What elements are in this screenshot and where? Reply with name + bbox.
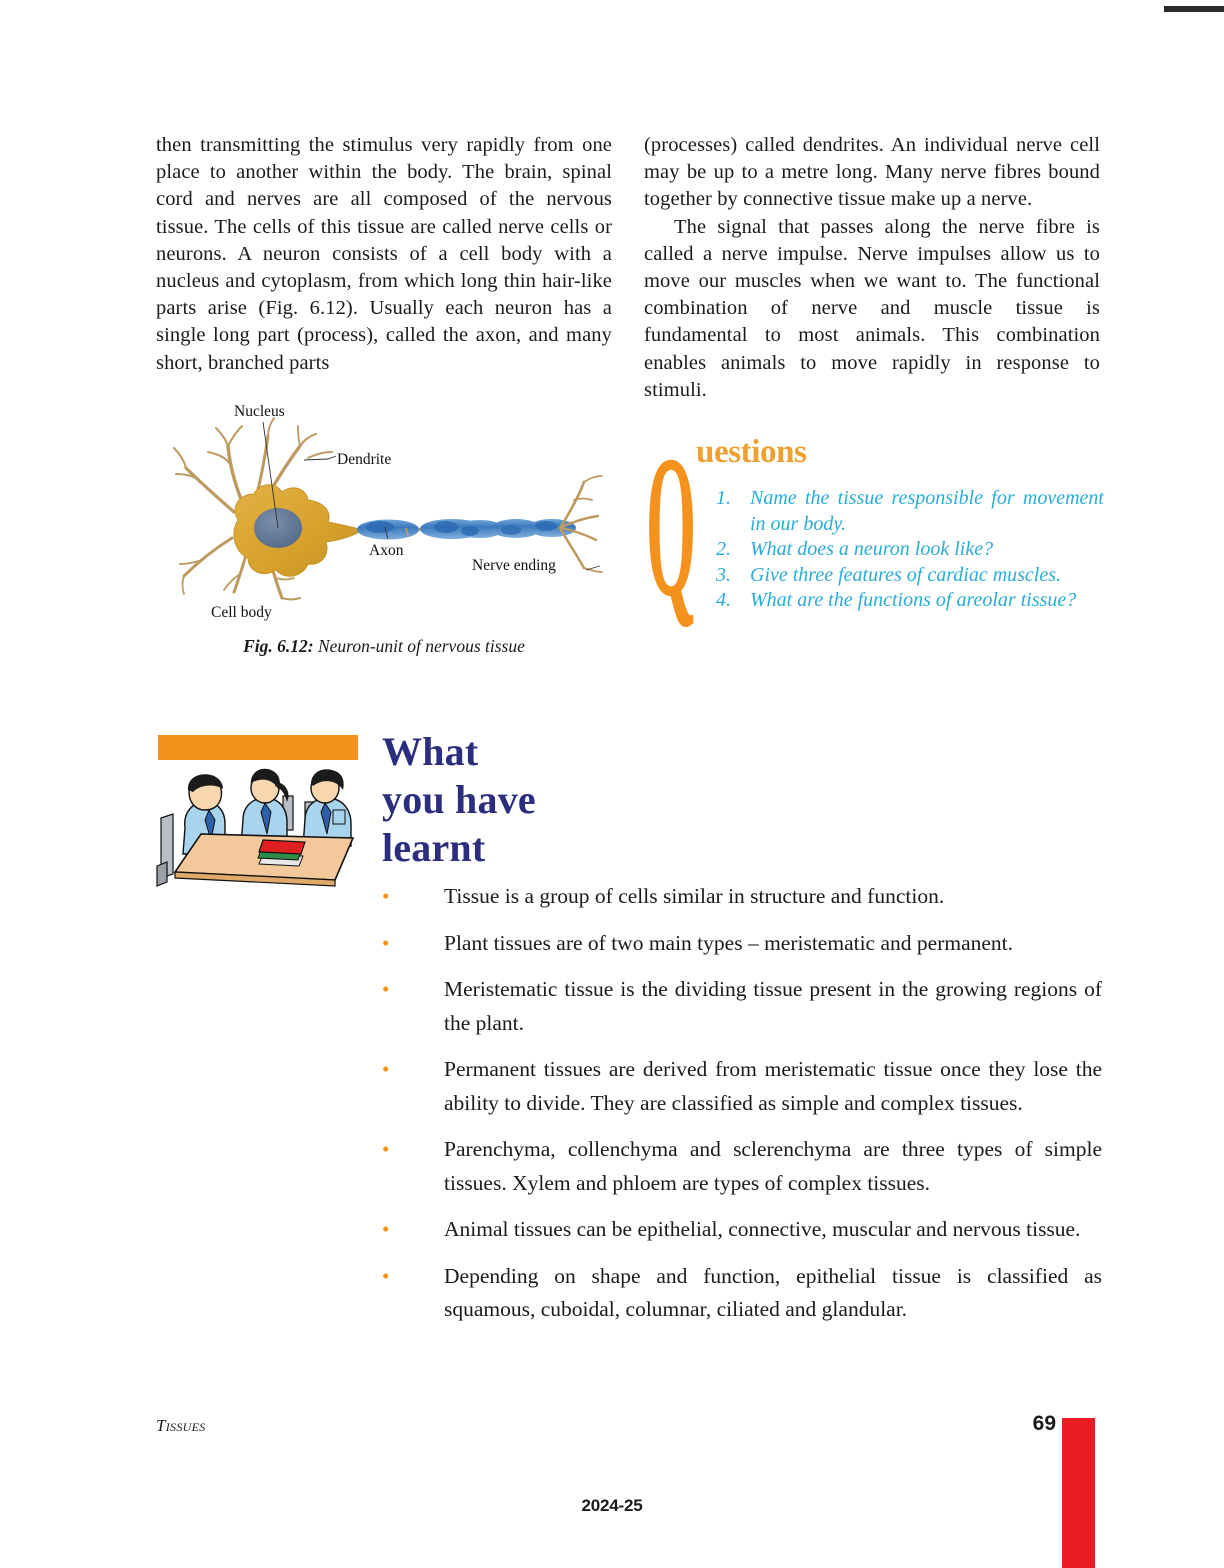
- question-item: [716, 486, 1104, 537]
- footer-red-bar: [1062, 1418, 1095, 1568]
- learnt-heading-line-2: you have: [382, 777, 536, 822]
- list-item-text: Permanent tissues are derived from meristematic tissue once they lose the ability to divide. They are classified as simple and complex tissues.: [444, 1057, 1102, 1115]
- bullet-icon: •: [382, 884, 390, 908]
- bullet-icon: •: [382, 1217, 390, 1241]
- left-text-column: [156, 132, 612, 377]
- question-number: 3.: [716, 563, 731, 586]
- question-item: [716, 537, 1104, 563]
- label-nerve-ending: Nerve ending: [472, 557, 556, 574]
- figure-caption-text: Neuron-unit of nervous tissue: [313, 636, 525, 656]
- learnt-heading-line-1: What: [382, 729, 479, 774]
- list-item-text: Parenchyma, collenchyma and sclerenchyma are three types of simple tissues. Xylem and phloem are types of complex tissues.: [444, 1137, 1102, 1195]
- question-text: Name the tissue responsible for movement in our body.: [750, 487, 1104, 535]
- list-item-text: Tissue is a group of cells similar in structure and function.: [444, 884, 945, 908]
- list-item: [378, 1213, 1102, 1247]
- neuron-diagram: [156, 402, 612, 624]
- right-text-column: [644, 132, 1100, 404]
- list-item-text: Plant tissues are of two main types – meristematic and permanent.: [444, 930, 1014, 955]
- question-text: What are the functions of areolar tissue?: [750, 589, 1077, 611]
- bullet-icon: •: [382, 1137, 390, 1161]
- learnt-heading: [382, 728, 642, 872]
- students-illustration: [155, 762, 367, 887]
- neuron-figure: [156, 402, 612, 624]
- learnt-bullet-list: [378, 880, 1102, 1340]
- learnt-heading-line-3: learnt: [382, 825, 486, 870]
- list-item: [378, 1133, 1102, 1200]
- label-cell-body: Cell body: [211, 604, 272, 621]
- question-text: What does a neuron look like?: [750, 538, 994, 560]
- body-paragraph-left: then transmitting the stimulus very rapidly from one place to another within the body. The brain, spinal cord and nerves are all composed of the nervous tissue. The cells of this tissue are called nerve cells or neurons. A neuron consists of a cell body with a nucleus and cytoplasm, from which long thin hair-like parts arise (Fig. 6.12). Usually each neuron has a single long part (process), called the axon, and many short, branched parts: [156, 134, 612, 374]
- footer-year: 2024-25: [581, 1496, 643, 1515]
- list-item: [378, 880, 1102, 914]
- list-item: [378, 1053, 1102, 1120]
- body-paragraph-right-2: The signal that passes along the nerve fibre is called a nerve impulse. Nerve impulses allow us to move our muscles when we want to. The functional combination of nerve and muscle tissue is fundamental to most animals. This combination enables animals to move rapidly in response to stimuli.: [644, 215, 1100, 401]
- learnt-orange-bar: [158, 735, 358, 760]
- list-item-text: Depending on shape and function, epithelial tissue is classified as squamous, cuboidal, columnar, ciliated and glandular.: [444, 1263, 1102, 1321]
- bullet-icon: •: [382, 977, 390, 1001]
- question-item: [716, 563, 1104, 589]
- bullet-icon: •: [382, 1057, 390, 1081]
- page-number: 69: [1032, 1412, 1056, 1435]
- students-at-table-drawing: [155, 762, 367, 887]
- question-text: Give three features of cardiac muscles.: [750, 563, 1062, 586]
- books-on-table: [258, 840, 305, 866]
- label-dendrite: Dendrite: [337, 451, 392, 468]
- list-item-text: Meristematic tissue is the dividing tissue present in the growing regions of the plant.: [444, 977, 1102, 1035]
- figure-caption: [156, 636, 612, 657]
- list-item: [378, 973, 1102, 1040]
- label-axon: Axon: [369, 542, 404, 559]
- question-item: [716, 588, 1104, 614]
- question-number: 2.: [716, 538, 731, 560]
- questions-list: [716, 486, 1104, 614]
- nerve-ending-branches: [560, 476, 602, 572]
- questions-heading: uestions: [696, 434, 807, 470]
- top-edge-scan-mark: [1164, 6, 1224, 12]
- label-nucleus: Nucleus: [234, 403, 285, 420]
- myelin-sheath-segments: [357, 519, 576, 540]
- body-paragraph-right-1: (processes) called dendrites. An individual nerve cell may be up to a metre long. Many nerve fibres bound together by connective tissue make up a nerve.: [644, 134, 1100, 211]
- chair-left: [157, 814, 173, 886]
- list-item: [378, 1260, 1102, 1327]
- list-item: [378, 927, 1102, 961]
- footer-chapter-name: Tissues: [156, 1416, 206, 1435]
- question-number: 1.: [716, 487, 731, 509]
- figure-caption-number: Fig. 6.12:: [243, 636, 314, 656]
- question-number: 4.: [716, 589, 731, 611]
- bullet-icon: •: [382, 1263, 390, 1288]
- bullet-icon: •: [382, 930, 390, 955]
- list-item-text: Animal tissues can be epithelial, connective, muscular and nervous tissue.: [444, 1217, 1081, 1241]
- questions-drop-cap: Q: [646, 414, 697, 640]
